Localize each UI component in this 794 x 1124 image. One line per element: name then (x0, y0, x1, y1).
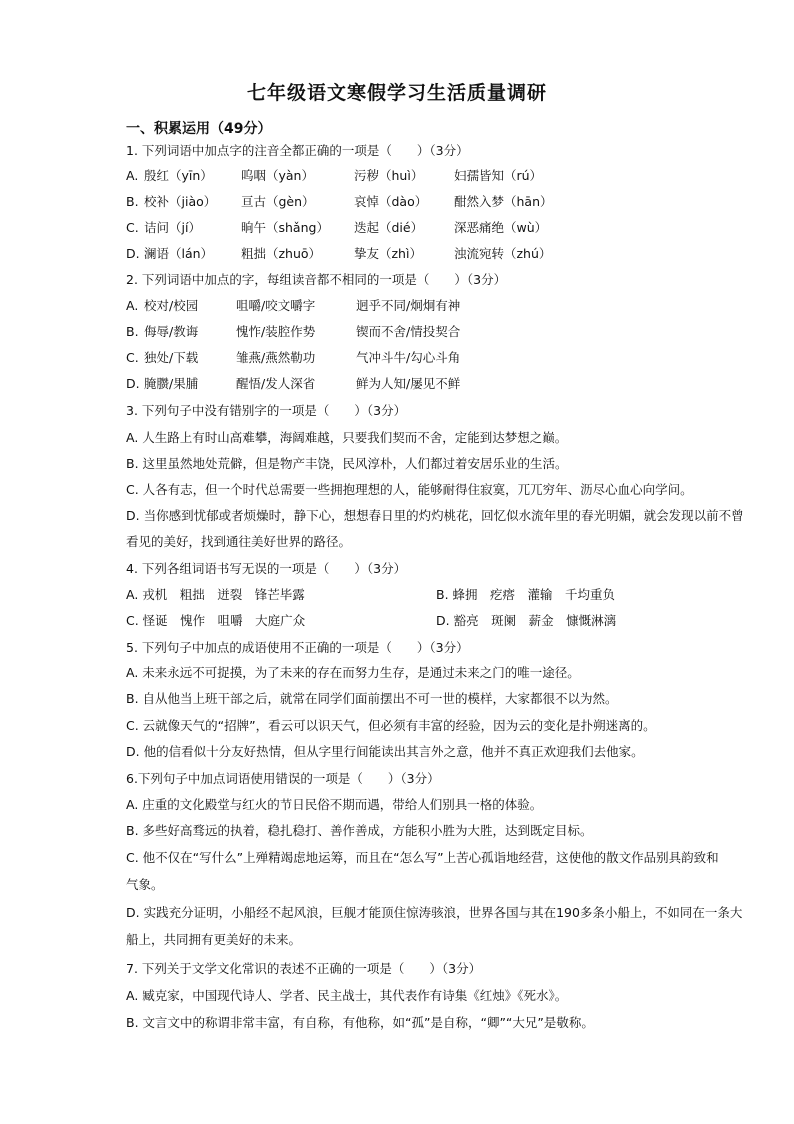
question-1-stem: 1. 下列词语中加点字的注音全都正确的一项是（ ）（3分） (126, 143, 469, 158)
question-4-option-c: C. 怪诞 愧作 咀嚼 大庭广众 (126, 613, 306, 628)
option-item: 粗拙（zhuō） (241, 246, 322, 261)
option-item: 哀悼（dào） (354, 194, 428, 209)
option-item: 雏燕/燕然勒功 (236, 350, 316, 365)
question-6-stem: 6.下列句子中加点词语使用错误的一项是（ ）（3分） (126, 771, 440, 786)
question-5-option-a: A. 未来永远不可捉摸，为了未来的存在而努力生存，是通过未来之门的唯一途径。 (126, 665, 580, 680)
question-4-option-d: D. 豁亮 斑阑 薪金 慷慨淋漓 (436, 613, 617, 628)
question-6-option-d-cont: 船上，共同拥有更美好的未来。 (126, 932, 302, 947)
question-5-stem: 5. 下列句子中加点的成语使用不正确的一项是（ ）（3分） (126, 640, 469, 655)
question-6-option-d: D. 实践充分证明，小船经不起风浪，巨舰才能顶住惊涛骇浪，世界各国与其在190多条小船上，不如同在一条大 (126, 905, 743, 920)
option-item: 迥乎不同/炯炯有神 (356, 298, 461, 313)
option-item: 鲜为人知/屡见不鲜 (356, 376, 461, 391)
option-item: 醒悟/发人深省 (236, 376, 316, 391)
question-6-option-c-cont: 气象。 (126, 877, 164, 892)
option-item: 校补（jiào） (144, 194, 217, 209)
question-5-option-d: D. 他的信看似十分友好热情，但从字里行间能读出其言外之意，他并不真正欢迎我们去他家。 (126, 744, 644, 759)
option-item: 校对/校园 (144, 298, 199, 313)
option-item: 独处/下载 (144, 350, 199, 365)
option-label: C. (126, 350, 139, 365)
option-item: 深恶痛绝（wù） (454, 220, 548, 235)
question-7-option-a: A. 臧克家，中国现代诗人、学者、民主战士，其代表作有诗集《红烛》《死水》。 (126, 988, 568, 1003)
option-item: 侮辱/教诲 (144, 324, 199, 339)
question-3-option-d-cont: 看见的美好，找到通往美好世界的路径。 (126, 534, 352, 549)
question-6-option-c: C. 他不仅在“写什么”上殚精竭虑地运筹，而且在“怎么写”上苦心孤诣地经营，这使他的散文作品别具韵致和 (126, 850, 719, 865)
question-4-option-b: B. 蜂拥 疙瘩 灌输 千均重负 (436, 587, 616, 602)
option-item: 浊流宛转（zhú） (454, 246, 552, 261)
option-item: 晌午（shǎng） (241, 220, 329, 235)
page-title: 七年级语文寒假学习生活质量调研 (246, 82, 547, 104)
option-item: 污秽（huì） (354, 168, 424, 183)
option-label: C. (126, 220, 139, 235)
section-heading: 一、积累运用（49分） (126, 121, 272, 137)
question-3-option-b: B. 这里虽然地处荒僻，但是物产丰饶，民风淳朴，人们都过着安居乐业的生活。 (126, 456, 568, 471)
option-label: D. (126, 246, 140, 261)
option-item: 殷红（yīn） (144, 168, 213, 183)
option-item: 愧怍/装腔作势 (236, 324, 316, 339)
question-3-option-d: D. 当你感到忧郁或者烦燥时，静下心，想想春日里的灼灼桃花，回忆似水流年里的春光明媚，就会发现以前不曾 (126, 508, 744, 523)
option-item: 妇孺皆知（rú） (454, 168, 543, 183)
option-item: 澜语（lán） (144, 246, 214, 261)
question-3-option-c: C. 人各有志，但一个时代总需要一些拥抱理想的人，能够耐得住寂寞，兀兀穷年、沥尽心血心向学问。 (126, 482, 693, 497)
option-label: B. (126, 324, 139, 339)
question-4-stem: 4. 下列各组词语书写无误的一项是（ ）（3分） (126, 561, 407, 576)
question-3-option-a: A. 人生路上有时山高难攀，海阔难越，只要我们契而不舍，定能到达梦想之巅。 (126, 430, 568, 445)
question-7-option-b: B. 文言文中的称谓非常丰富，有自称，有他称，如“孤”是自称，“卿”“大兄”是敬称。 (126, 1015, 594, 1030)
option-label: D. (126, 376, 140, 391)
option-item: 腌臜/果脯 (144, 376, 199, 391)
option-item: 锲而不舍/情投契合 (356, 324, 461, 339)
option-item: 气冲斗牛/勾心斗角 (356, 350, 461, 365)
option-item: 迭起（dié） (354, 220, 424, 235)
question-3-stem: 3. 下列句子中没有错别字的一项是（ ）（3分） (126, 403, 407, 418)
option-item: 挚友（zhì） (354, 246, 422, 261)
option-item: 酣然入梦（hān） (454, 194, 553, 209)
option-label: A. (126, 168, 139, 183)
question-4-option-a: A. 戎机 粗拙 迸裂 锋芒毕露 (126, 587, 305, 602)
question-5-option-c: C. 云就像天气的“招牌”，看云可以识天气，但必须有丰富的经验，因为云的变化是扑朔迷离的。 (126, 718, 656, 733)
option-label: B. (126, 194, 139, 209)
question-5-option-b: B. 自从他当上班干部之后，就常在同学们面前摆出不可一世的模样，大家都很不以为然。 (126, 691, 618, 706)
option-item: 呜咽（yàn） (241, 168, 314, 183)
option-item: 咀嚼/咬文嚼字 (236, 298, 316, 313)
question-6-option-a: A. 庄重的文化殿堂与红火的节日民俗不期而遇，带给人们别具一格的体验。 (126, 797, 543, 812)
option-item: 亘古（gèn） (241, 194, 315, 209)
question-6-option-b: B. 多些好高骛远的执着，稳扎稳打、善作善成，方能积小胜为大胜，达到既定目标。 (126, 823, 593, 838)
option-label: A. (126, 298, 139, 313)
option-item: 诘问（jí） (144, 220, 201, 235)
question-7-stem: 7. 下列关于文学文化常识的表述不正确的一项是（ ）（3分） (126, 961, 482, 976)
question-2-stem: 2. 下列词语中加点的字，每组读音都不相同的一项是（ ）（3分） (126, 272, 507, 287)
